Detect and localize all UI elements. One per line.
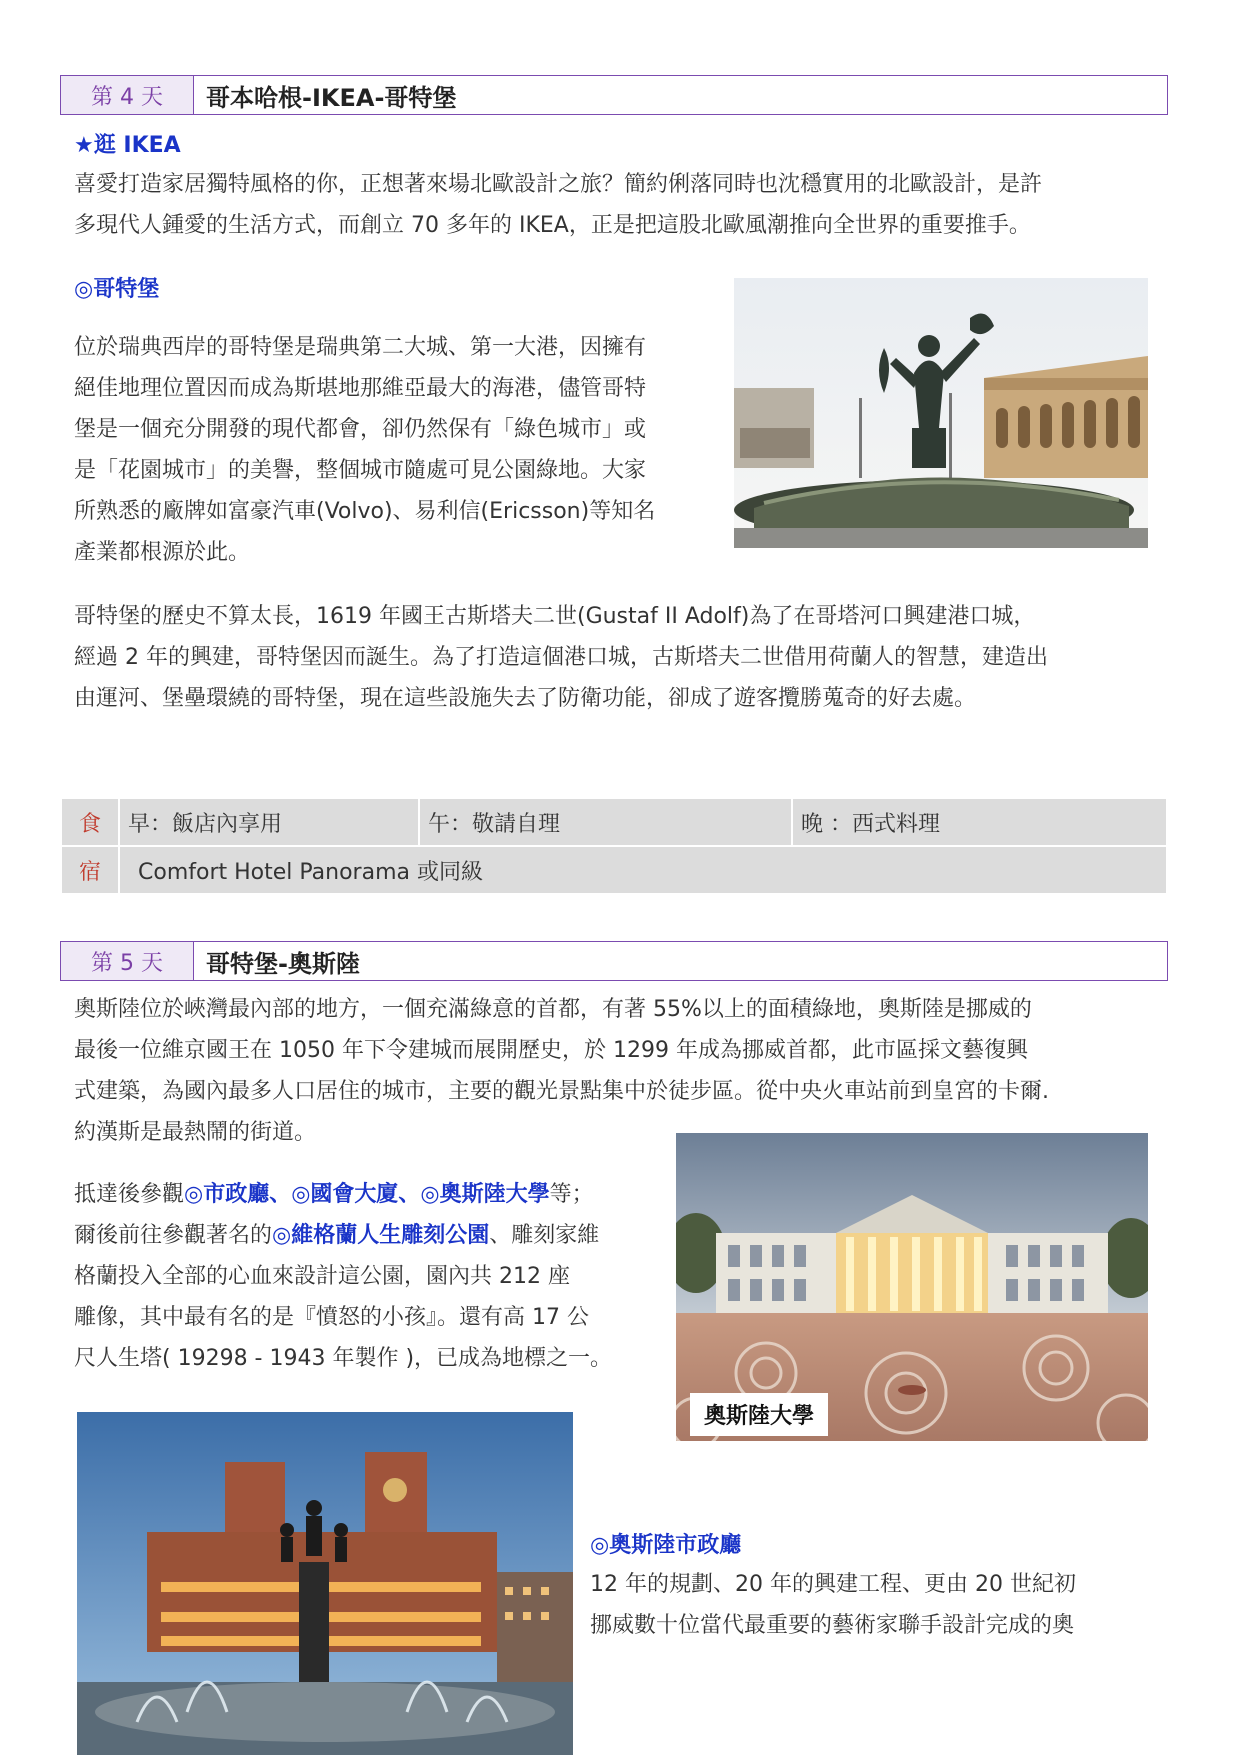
history-line-2: 經過 2 年的興建，哥特堡因而誕生。為了打造這個港口城，古斯塔夫二世借用荷蘭人的智慧，建造出 [74,645,1048,670]
day5-title: 哥特堡-奧斯陸 [206,949,360,978]
oslo-visit-paragraph [74,1174,674,1379]
park-line-3: 雕像，其中最有名的是『憤怒的小孩』。還有高 17 公 [74,1305,589,1330]
oslo-intro-line-1: 奧斯陸位於峽灣最內部的地方，一個充滿綠意的首都，有著 55%以上的面積綠地，奧斯陸是挪威的 [74,997,1032,1022]
city-hall-line-1: 12 年的規劃、20 年的興建工程、更由 20 世紀初 [590,1572,1076,1597]
gothenburg-poseidon-photo [734,278,1148,548]
stay-label: 宿 [61,846,119,894]
university-caption: 奧斯陸大學 [690,1393,828,1436]
park-line-2: 格蘭投入全部的心血來設計這公園，園內共 212 座 [74,1264,570,1289]
lunch-cell: 午：敬請自理 [419,798,792,846]
ikea-line-2: 多現代人鍾愛的生活方式，而創立 70 多年的 IKEA，正是把這股北歐風潮推向全世界的重要推手。 [74,213,1031,238]
day5-label: 第 5 天 [61,942,194,980]
dinner-cell: 晚 ：西式料理 [792,798,1167,846]
ikea-paragraph [74,164,1174,246]
day5-header [60,941,1168,981]
oslo-intro-line-3: 式建築，為國內最多人口居住的城市，主要的觀光景點集中於徒步區。從中央火車站前到皇宮的卡爾. [74,1079,1049,1104]
day4-header [60,75,1168,115]
oslo-intro-paragraph [74,989,1174,1153]
visit-highlight: ◎市政廳、◎國會大廈、◎奧斯陸大學 [184,1182,550,1207]
park-prefix: 爾後前往參觀著名的 [74,1223,273,1248]
ikea-line-1: 喜愛打造家居獨特風格的你，正想著來場北歐設計之旅？簡約俐落同時也沈穩實用的北歐設計，是許 [74,172,1043,197]
visit-suffix: 等； [549,1182,594,1207]
history-line-1: 哥特堡的歷史不算太長，1619 年國王古斯塔夫二世(Gustaf II Adolf)為了在哥塔河口興建港口城， [74,604,1036,629]
gothenburg-line-2: 絕佳地理位置因而成為斯堪地那維亞最大的海港，儘管哥特 [74,376,647,401]
hotel-cell: Comfort Hotel Panorama 或同級 [119,846,1167,894]
park-line-4: 尺人生塔( 19298 - 1943 年製作 )，已成為地標之一。 [74,1346,613,1371]
meal-accommodation-table [60,797,1168,895]
oslo-intro-line-2: 最後一位維京國王在 1050 年下令建城而展開歷史，於 1299 年成為挪威首都，此市區採文藝復興 [74,1038,1028,1063]
day4-label: 第 4 天 [61,76,194,114]
stay-row [61,846,1167,894]
visit-line [74,1174,674,1215]
park-line [74,1215,674,1256]
visit-prefix: 抵達後參觀 [74,1182,185,1207]
day4-title: 哥本哈根-IKEA-哥特堡 [206,83,457,112]
gothenburg-line-1: 位於瑞典西岸的哥特堡是瑞典第二大城、第一大港，因擁有 [74,335,647,360]
history-line-3: 由運河、堡壘環繞的哥特堡，現在這些設施失去了防衛功能，卻成了遊客攬勝蒐奇的好去處。 [74,686,977,711]
park-highlight: ◎維格蘭人生雕刻公園 [272,1223,490,1248]
ikea-heading: ★逛 IKEA [74,133,181,158]
park-suffix: 、雕刻家維 [489,1223,600,1248]
gothenburg-line-4: 是「花園城市」的美譽，整個城市隨處可見公園綠地。大家 [74,458,647,483]
oslo-intro-line-4: 約漢斯是最熱鬧的街道。 [74,1120,317,1145]
breakfast-cell: 早：飯店內享用 [119,798,419,846]
city-hall-heading: ◎奧斯陸市政廳 [590,1533,742,1558]
oslo-city-hall-photo [77,1412,573,1755]
gothenburg-paragraph [74,327,724,573]
gothenburg-line-3: 堡是一個充分開發的現代都會，卻仍然保有「綠色城市」或 [74,417,647,442]
food-label: 食 [61,798,119,846]
gothenburg-line-6: 產業都根源於此。 [74,540,251,565]
city-hall-paragraph [590,1564,1170,1646]
city-hall-line-2: 挪威數十位當代最重要的藝術家聯手設計完成的奧 [590,1613,1075,1638]
gothenburg-line-5: 所熟悉的廠牌如富豪汽車(Volvo)、易利信(Ericsson)等知名 [74,499,656,524]
gothenburg-heading: ◎哥特堡 [74,277,160,302]
meal-row [61,798,1167,846]
history-paragraph [74,596,1174,719]
